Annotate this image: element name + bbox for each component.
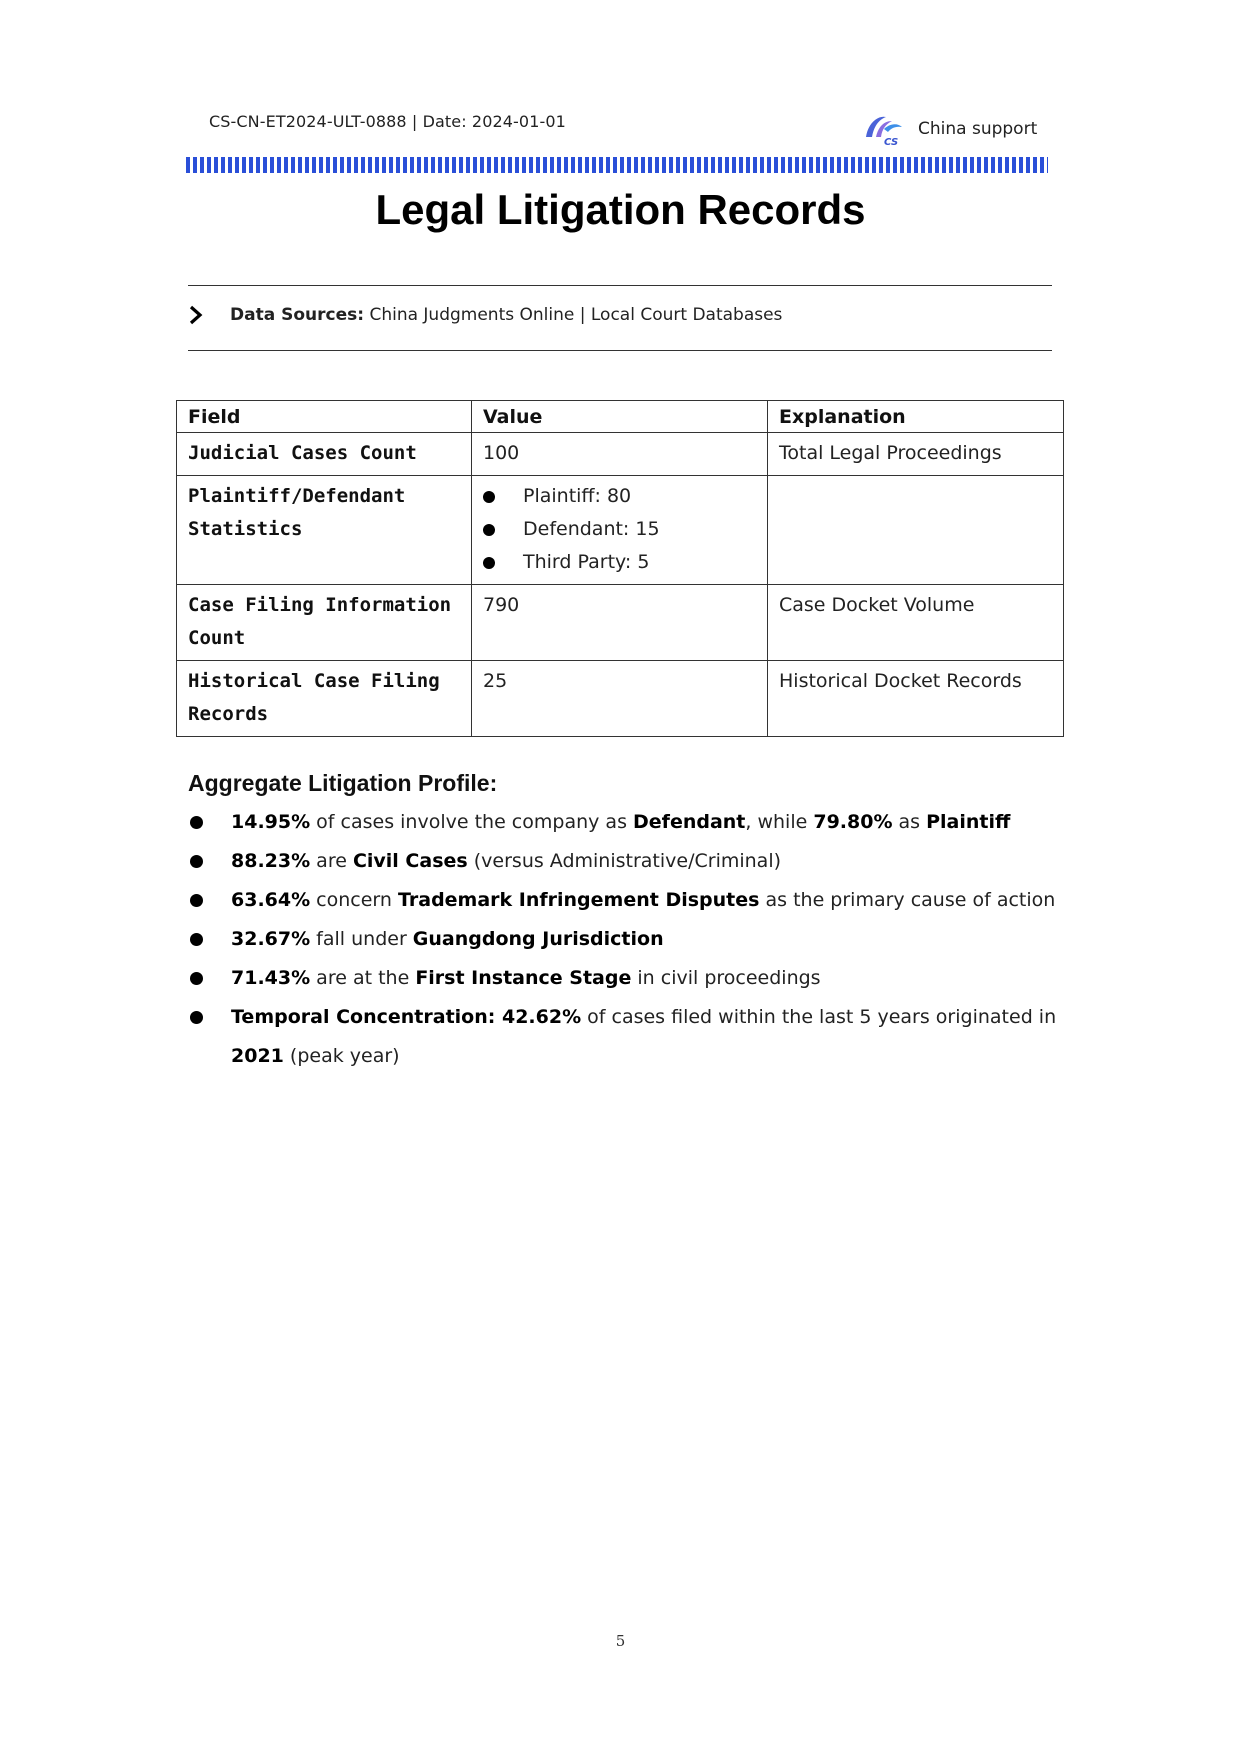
brand-name: China support <box>918 119 1038 139</box>
explanation-cell: Historical Docket Records <box>768 661 1064 737</box>
table-row <box>177 661 1064 737</box>
bullet-icon <box>190 816 203 829</box>
stat-term: Plaintiff <box>926 811 1011 833</box>
date-label: Date: <box>422 112 467 131</box>
data-sources-label: Data Sources: <box>230 305 365 325</box>
bullet-icon <box>190 855 203 868</box>
header-doc-info <box>209 112 566 131</box>
header-brand <box>862 111 1037 147</box>
list-item <box>188 998 1068 1076</box>
profile-heading: Aggregate Litigation Profile: <box>188 770 498 796</box>
column-header-explanation: Explanation <box>768 401 1064 433</box>
text-span: (versus Administrative/Criminal) <box>467 850 782 872</box>
table-header-row <box>177 401 1064 433</box>
party-stats-list <box>483 480 756 579</box>
explanation-cell: Case Docket Volume <box>768 585 1064 661</box>
chevron-right-icon <box>188 305 204 325</box>
stat-value: 63.64% <box>231 889 311 911</box>
stat-value: 42.62% <box>501 1006 582 1028</box>
divider-top <box>188 285 1052 286</box>
bullet-icon <box>483 524 495 536</box>
list-item <box>188 881 1068 920</box>
stat-value: 14.95% <box>231 811 311 833</box>
stat-term: First Instance Stage <box>415 967 632 989</box>
stat-term: Guangdong Jurisdiction <box>412 928 664 950</box>
value-cell: 790 <box>472 585 768 661</box>
text-span: in civil proceedings <box>631 967 821 989</box>
stat-value: 32.67% <box>231 928 311 950</box>
litigation-table <box>176 400 1064 737</box>
field-cell: Plaintiff/Defendant Statistics <box>177 476 472 585</box>
bullet-icon <box>190 933 203 946</box>
doc-id: CS-CN-ET2024-ULT-0888 <box>209 112 407 131</box>
data-sources-value: China Judgments Online | Local Court Databases <box>369 305 783 325</box>
logo-text: CS <box>884 137 899 147</box>
stat-value: 2021 <box>231 1045 284 1067</box>
bullet-icon <box>483 491 495 503</box>
text-span: concern <box>310 889 398 911</box>
bullet-icon <box>190 894 203 907</box>
text-span: are <box>310 850 353 872</box>
bullet-icon <box>190 972 203 985</box>
bullet-icon <box>483 557 495 569</box>
page-title: Legal Litigation Records <box>375 186 866 233</box>
explanation-cell: Total Legal Proceedings <box>768 433 1064 476</box>
text-span: as the primary cause of action <box>759 889 1056 911</box>
column-header-field: Field <box>177 401 472 433</box>
stat-term: Defendant <box>633 811 746 833</box>
stat-value: 79.80% <box>813 811 893 833</box>
value-cell: 100 <box>472 433 768 476</box>
text-span: , while <box>745 811 814 833</box>
third-party-count: Third Party: 5 <box>523 551 650 573</box>
header-separator: | <box>411 112 418 131</box>
table-row <box>177 585 1064 661</box>
date-value: 2024-01-01 <box>471 112 566 131</box>
value-cell <box>472 476 768 585</box>
bullet-icon <box>190 1011 203 1024</box>
list-item <box>188 959 1068 998</box>
header-decorative-bar <box>186 157 1048 173</box>
list-item <box>188 803 1068 842</box>
list-item <box>188 920 1068 959</box>
explanation-cell <box>768 476 1064 585</box>
list-item <box>483 480 756 513</box>
text-span: fall under <box>310 928 413 950</box>
text-span: are at the <box>310 967 416 989</box>
field-cell: Judicial Cases Count <box>177 433 472 476</box>
value-cell: 25 <box>472 661 768 737</box>
list-item <box>188 842 1068 881</box>
data-sources-line <box>188 305 782 325</box>
text-span: of cases involve the company as <box>310 811 634 833</box>
page-number: 5 <box>615 1632 626 1650</box>
list-item <box>483 513 756 546</box>
field-cell: Historical Case Filing Records <box>177 661 472 737</box>
defendant-count: Defendant: 15 <box>523 518 660 540</box>
stat-term: Civil Cases <box>352 850 468 872</box>
stat-term: Temporal Concentration: <box>231 1006 502 1028</box>
plaintiff-count: Plaintiff: 80 <box>523 485 632 507</box>
stat-value: 71.43% <box>231 967 311 989</box>
profile-bullet-list <box>188 803 1068 1076</box>
stat-value: 88.23% <box>231 850 311 872</box>
divider-bottom <box>188 350 1052 351</box>
china-support-logo-icon <box>862 111 904 147</box>
stat-term: Trademark Infringement Disputes <box>398 889 760 911</box>
table-row <box>177 433 1064 476</box>
table-row <box>177 476 1064 585</box>
data-sources-text <box>230 305 782 325</box>
column-header-value: Value <box>472 401 768 433</box>
list-item <box>483 546 756 579</box>
text-span: (peak year) <box>283 1045 400 1067</box>
text-span: of cases filed within the last 5 years originated in <box>581 1006 1057 1028</box>
text-span: as <box>892 811 927 833</box>
field-cell: Case Filing Information Count <box>177 585 472 661</box>
